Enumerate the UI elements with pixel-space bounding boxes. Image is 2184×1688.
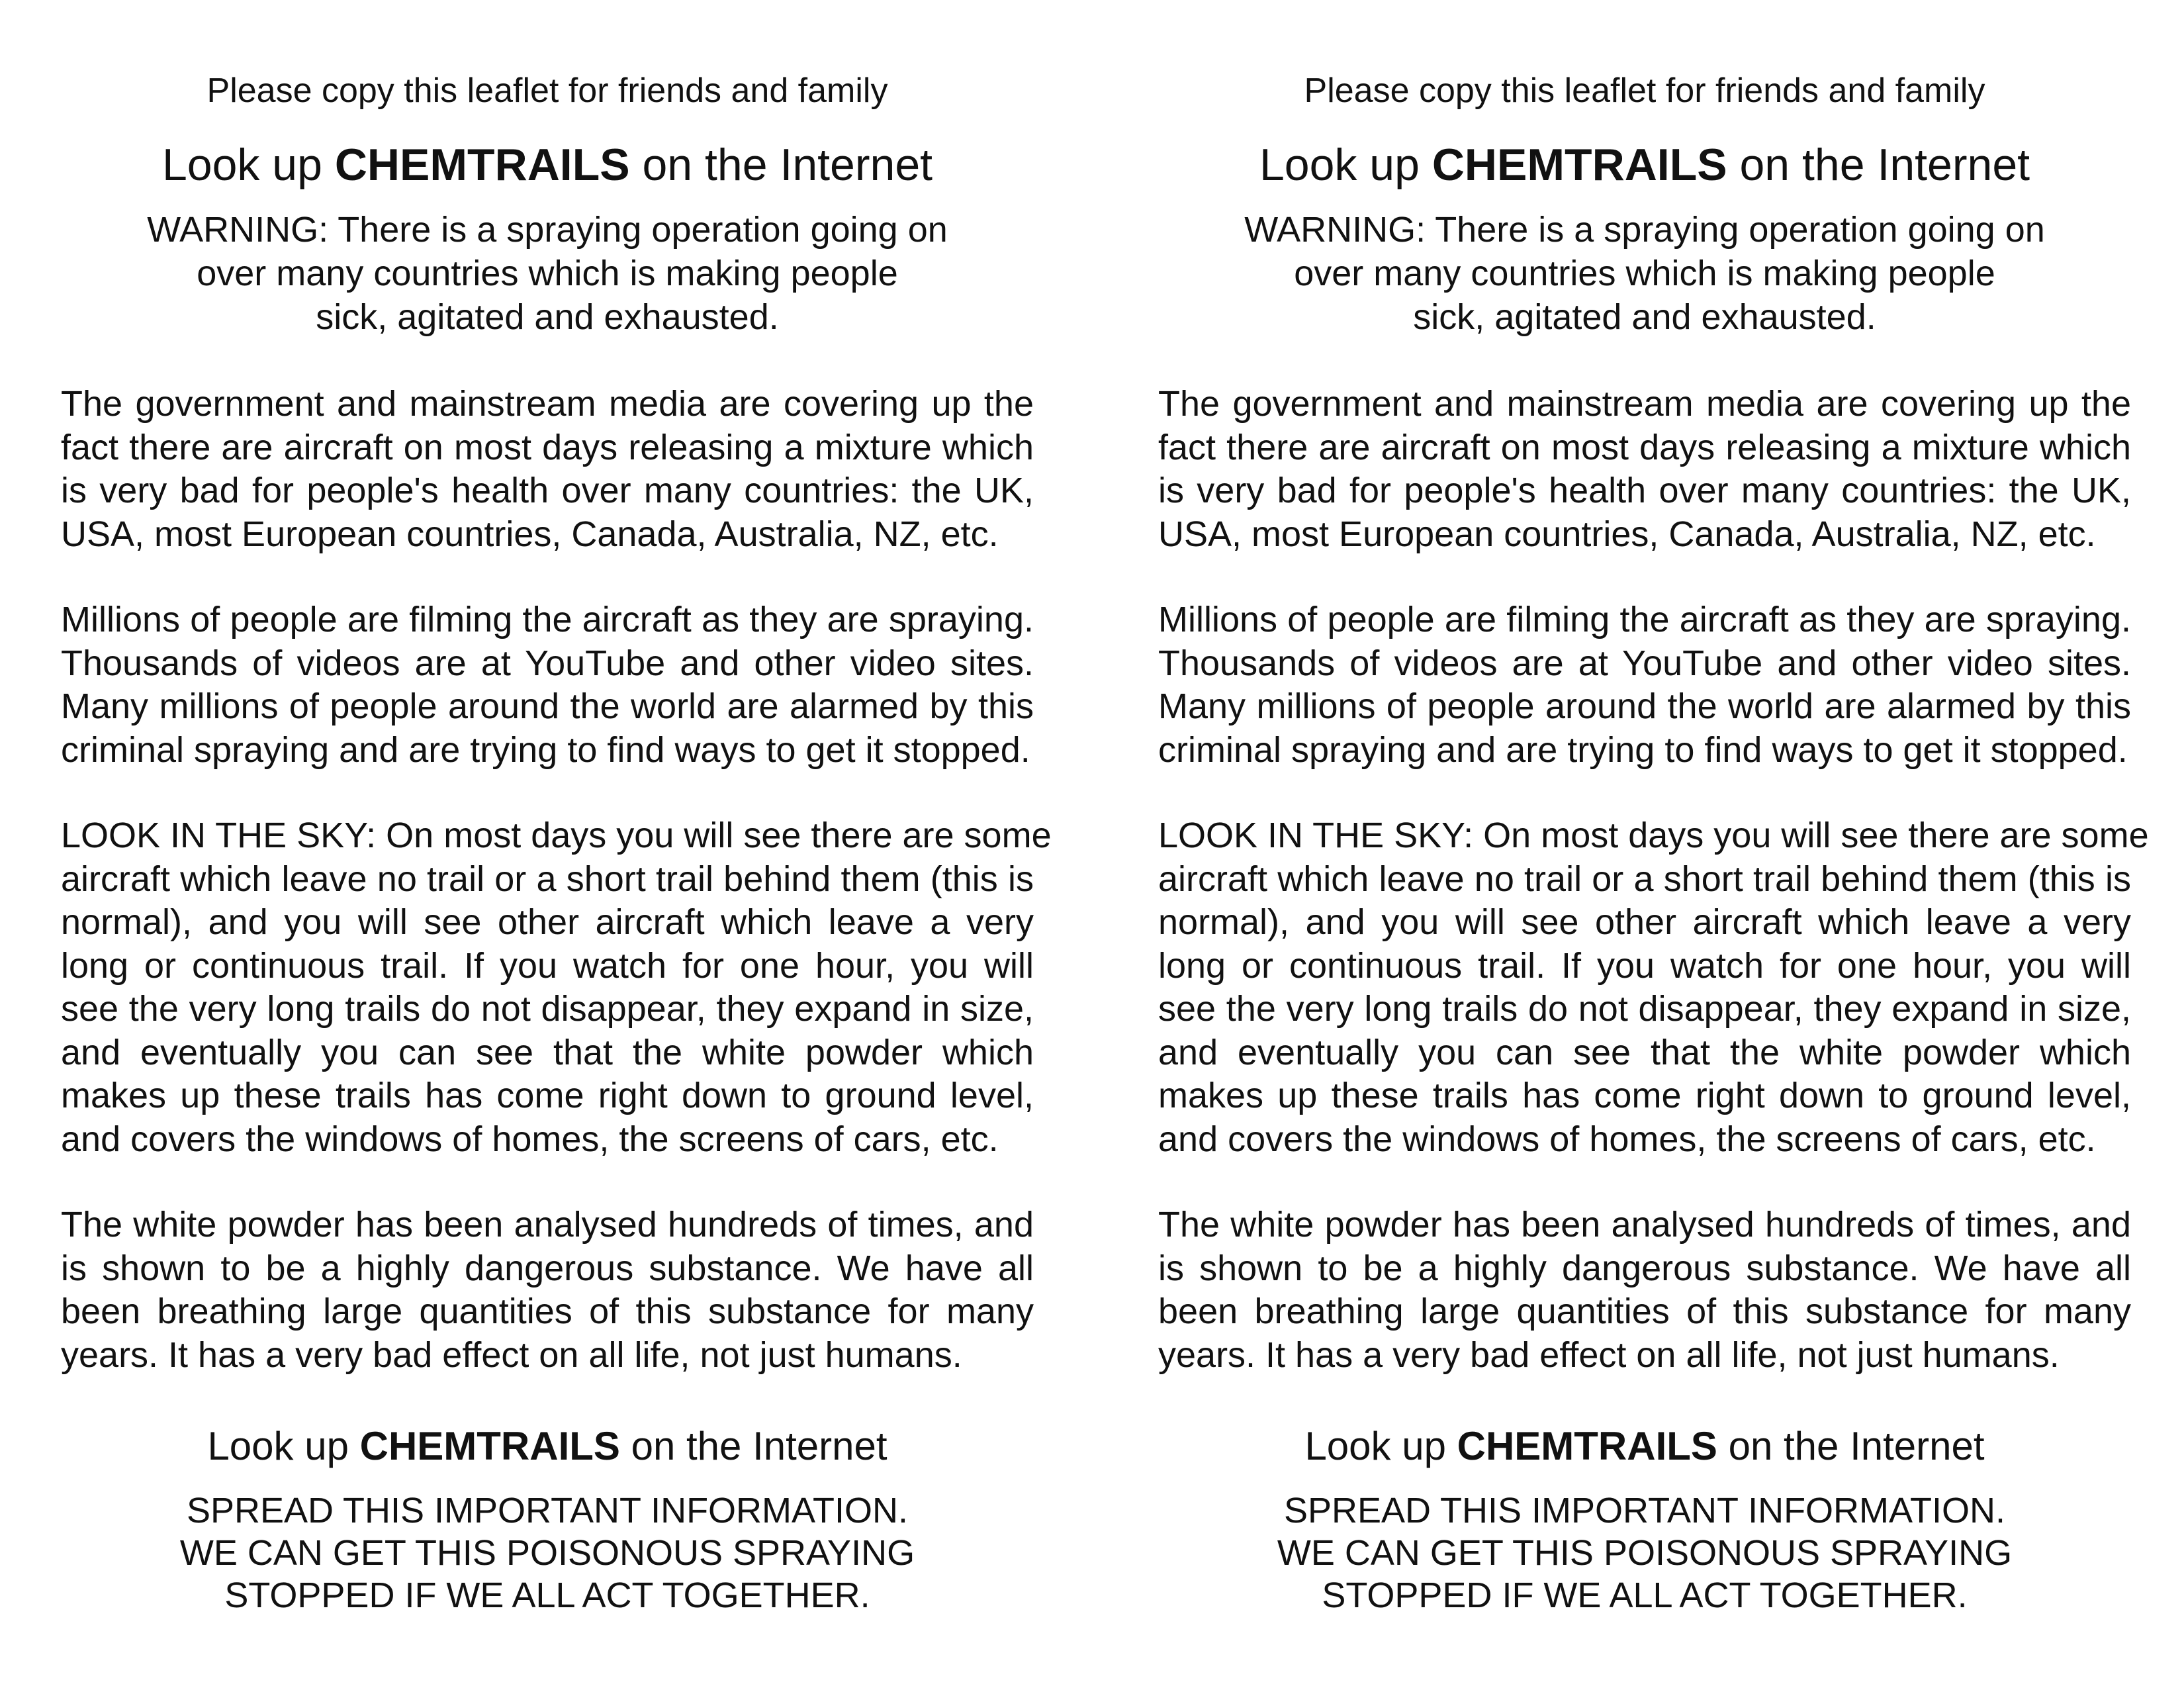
spread-line: SPREAD THIS IMPORTANT INFORMATION. — [186, 1491, 909, 1530]
paragraph-line: Millions of people are filming the aircraft as they are spraying. — [1158, 600, 2131, 639]
paragraph-line: see the very long trails do not disappear, they expand in size, — [61, 989, 1034, 1029]
paragraph-line: normal), and you will see other aircraft which leave a very — [61, 902, 1034, 942]
paragraph-line: Many millions of people around the world are alarmed by this — [61, 686, 1034, 726]
headline-suffix: on the Internet — [1727, 140, 2030, 190]
paragraph-line: been breathing large quantities of this substance for many — [61, 1291, 1034, 1331]
spread-line: SPREAD THIS IMPORTANT INFORMATION. — [1283, 1491, 2006, 1530]
headline-keyword: CHEMTRAILS — [359, 1424, 620, 1468]
headline-bottom — [1158, 1421, 2131, 1472]
warning-line: WARNING: There is a spraying operation going on — [147, 210, 948, 250]
paragraph-coverup — [61, 383, 1034, 556]
paragraph-line: USA, most European countries, Canada, Australia, NZ, etc. — [1158, 514, 2096, 554]
paragraph-line: USA, most European countries, Canada, Australia, NZ, etc. — [61, 514, 999, 554]
warning-line: over many countries which is making people — [1294, 254, 1995, 293]
paragraph-line: been breathing large quantities of this substance for many — [1158, 1291, 2131, 1331]
paragraph-line: The government and mainstream media are covering up the — [1158, 384, 2131, 424]
headline-prefix: Look up — [161, 140, 335, 190]
paragraph-line: The white powder has been analysed hundreds of times, and — [61, 1205, 1034, 1244]
paragraph-line: see the very long trails do not disappear, they expand in size, — [1158, 989, 2131, 1029]
headline-suffix: on the Internet — [629, 140, 933, 190]
paragraph-line: makes up these trails has come right down to ground level, — [61, 1076, 1034, 1115]
spread-line: STOPPED IF WE ALL ACT TOGETHER. — [1322, 1575, 1968, 1615]
spread-line: WE CAN GET THIS POISONOUS SPRAYING — [1277, 1533, 2013, 1573]
paragraph-line: is shown to be a highly dangerous substance. We have all — [61, 1248, 1034, 1288]
warning-line: sick, agitated and exhausted. — [316, 297, 779, 337]
leaflet-right — [1158, 0, 2184, 1688]
paragraph-line: criminal spraying and are trying to find ways to get it stopped. — [1158, 729, 2128, 770]
headline-top — [1158, 136, 2131, 193]
paragraph-line: Millions of people are filming the aircraft as they are spraying. — [61, 600, 1034, 639]
paragraph-filming — [1158, 598, 2131, 772]
headline-suffix: on the Internet — [619, 1424, 887, 1468]
paragraph-line: criminal spraying and are trying to find ways to get it stopped. — [61, 729, 1030, 770]
paragraph-line: is very bad for people's health over many countries: the UK, — [61, 471, 1034, 510]
warning-line: WARNING: There is a spraying operation going on — [1244, 210, 2045, 250]
paragraph-white-powder — [1158, 1203, 2131, 1377]
paragraph-look-in-sky — [61, 814, 1052, 1161]
paragraph-line: years. It has a very bad effect on all life, not just humans. — [1158, 1335, 2060, 1375]
leaflet-left — [61, 0, 1093, 1688]
paragraph-line: and eventually you can see that the white powder which — [1158, 1032, 2131, 1072]
headline-keyword: CHEMTRAILS — [334, 140, 630, 190]
paragraph-line: and eventually you can see that the white powder which — [61, 1032, 1034, 1072]
paragraph-line: aircraft which leave no trail or a short trail behind them (this is — [61, 859, 1034, 899]
headline-prefix: Look up — [1259, 140, 1432, 190]
paragraph-look-in-sky — [1158, 814, 2149, 1161]
copy-note: Please copy this leaflet for friends and family — [1304, 71, 1985, 110]
paragraph-filming — [61, 598, 1034, 772]
warning-block — [1158, 208, 2131, 339]
paragraph-line: long or continuous trail. If you watch for one hour, you will — [61, 945, 1034, 986]
headline-top — [61, 136, 1034, 193]
paragraph-coverup — [1158, 383, 2131, 556]
headline-prefix: Look up — [207, 1424, 360, 1468]
paragraph-white-powder — [61, 1203, 1034, 1377]
headline-suffix: on the Internet — [1717, 1424, 1985, 1468]
headline-prefix: Look up — [1304, 1424, 1457, 1468]
paragraph-line: Thousands of videos are at YouTube and other video sites. — [61, 643, 1034, 683]
paragraph-line: LOOK IN THE SKY: On most days you will see there are some — [1158, 816, 2149, 855]
paragraph-line: is very bad for people's health over many countries: the UK, — [1158, 471, 2131, 510]
paragraph-line: normal), and you will see other aircraft which leave a very — [1158, 902, 2131, 942]
paragraph-line: Thousands of videos are at YouTube and other video sites. — [1158, 643, 2131, 683]
paragraph-line: fact there are aircraft on most days releasing a mixture which — [61, 427, 1034, 467]
paragraph-line: and covers the windows of homes, the screens of cars, etc. — [1158, 1119, 2096, 1159]
paragraph-line: years. It has a very bad effect on all life, not just humans. — [61, 1335, 962, 1375]
warning-line: sick, agitated and exhausted. — [1413, 297, 1876, 337]
paragraph-line: makes up these trails has come right down to ground level, — [1158, 1076, 2131, 1115]
headline-keyword: CHEMTRAILS — [1457, 1424, 1717, 1468]
spread-line: STOPPED IF WE ALL ACT TOGETHER. — [224, 1575, 870, 1615]
paragraph-line: Many millions of people around the world are alarmed by this — [1158, 686, 2131, 726]
spread-block — [61, 1489, 1034, 1617]
copy-note: Please copy this leaflet for friends and family — [206, 71, 888, 110]
headline-keyword: CHEMTRAILS — [1432, 140, 1727, 190]
warning-block — [61, 208, 1034, 339]
paragraph-line: fact there are aircraft on most days releasing a mixture which — [1158, 427, 2131, 467]
warning-line: over many countries which is making people — [197, 254, 898, 293]
headline-bottom — [61, 1421, 1034, 1472]
paragraph-line: The white powder has been analysed hundreds of times, and — [1158, 1205, 2131, 1244]
paragraph-line: long or continuous trail. If you watch for one hour, you will — [1158, 945, 2131, 986]
paragraph-line: is shown to be a highly dangerous substance. We have all — [1158, 1248, 2131, 1288]
paragraph-line: and covers the windows of homes, the screens of cars, etc. — [61, 1119, 999, 1159]
paragraph-line: LOOK IN THE SKY: On most days you will see there are some — [61, 816, 1052, 855]
paragraph-line: aircraft which leave no trail or a short trail behind them (this is — [1158, 859, 2131, 899]
spread-line: WE CAN GET THIS POISONOUS SPRAYING — [179, 1533, 915, 1573]
paragraph-line: The government and mainstream media are covering up the — [61, 384, 1034, 424]
spread-block — [1158, 1489, 2131, 1617]
